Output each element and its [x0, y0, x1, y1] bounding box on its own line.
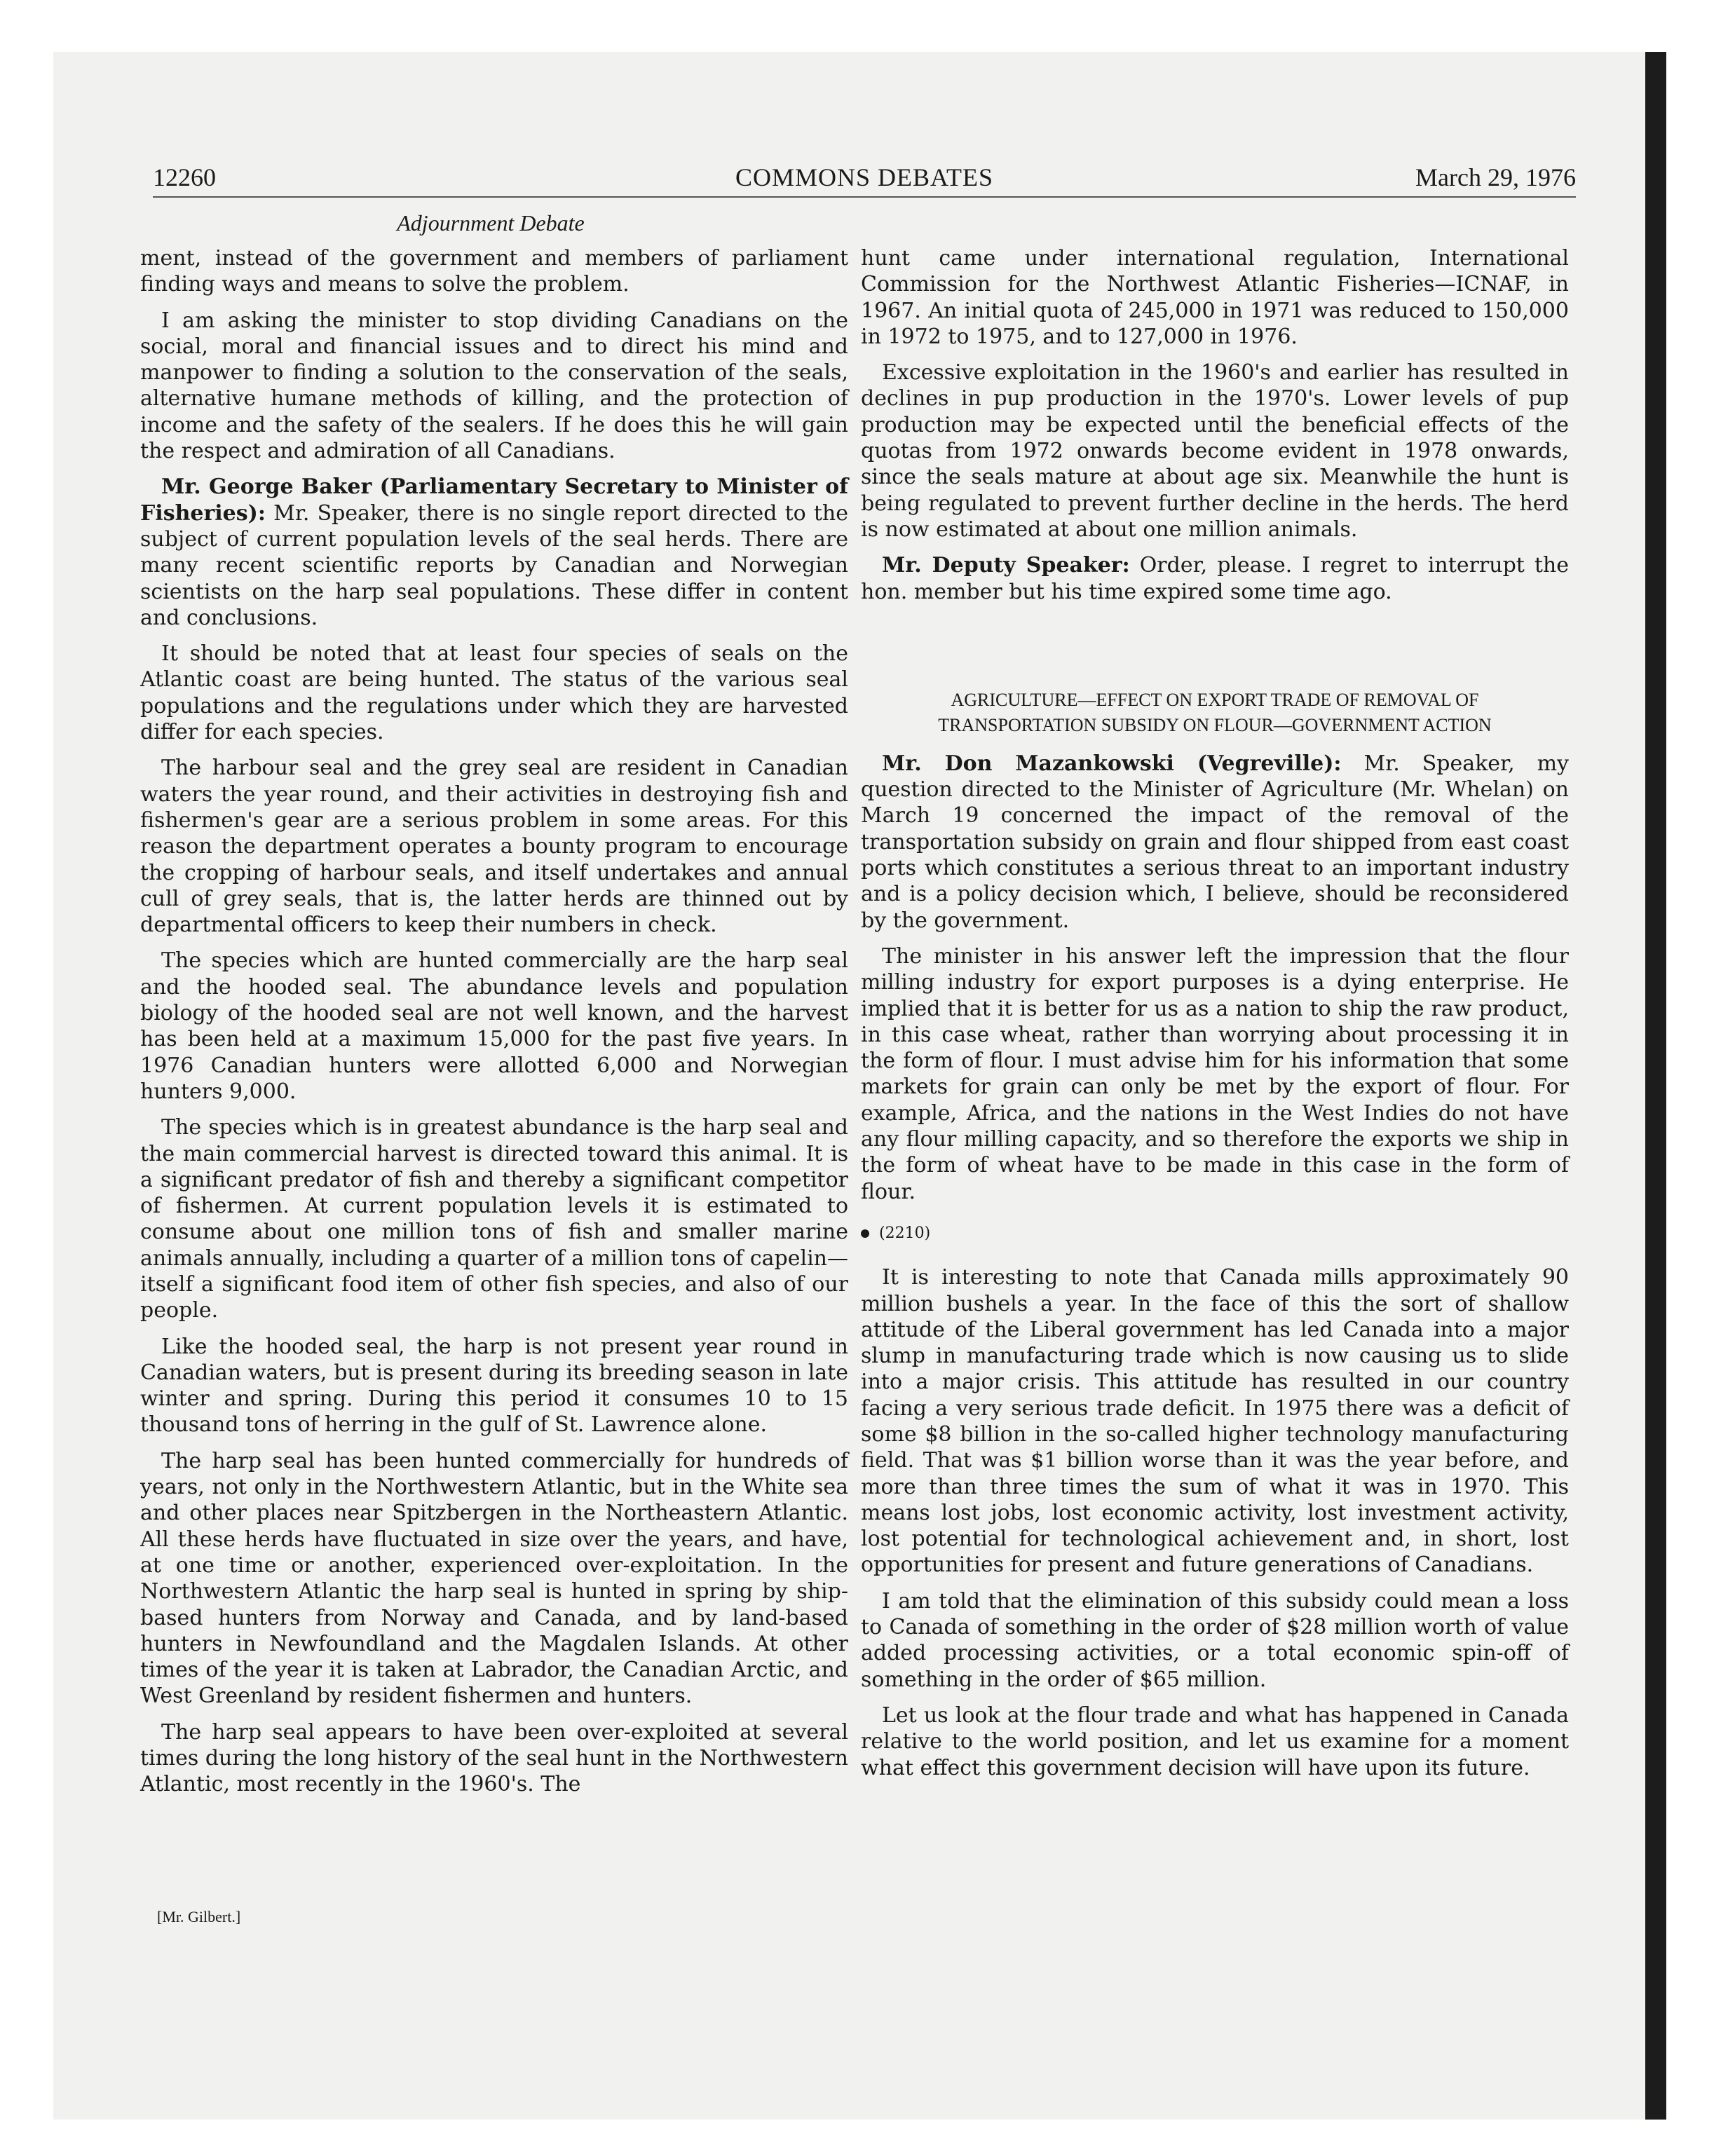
speech-paragraph	[861, 552, 1569, 605]
page-header	[153, 160, 1576, 198]
paragraph: Excessive exploitation in the 1960's and earlier has resulted in declines in pup production in the 1970's. Lower levels of pup production may be expected until the beneficial effects of the quotas from 1972 onwards become evident in 1978 onwards, since the seals mature at about age six. Meanwhile the hunt is being regulated to prevent further decline in the herds. The herd is now estimated at about one million animals.	[861, 360, 1569, 542]
paragraph: hunt came under international regulation, International Commission for the Northwest Atlantic Fisheries—ICNAF, in 1967. An initial quota of 245,000 in 1971 was reduced to 150,000 in 1972 to 1975, and to 127,000 in 1976.	[861, 246, 1569, 349]
paragraph: The harp seal has been hunted commercially for hundreds of years, not only in the Northwestern Atlantic, but in the White sea and other places near Spitzbergen in the Northeastern Atlantic. All these herds have fluctuated in size over the years, and have, at one time or another, experienced over-exploitation. In the Northwestern Atlantic the harp seal is hunted in spring by ship-based hunters from Norway and Canada, and by land-based hunters in Newfoundland and the Magdalen Islands. At other times of the year it is taken at Labrador, the Canadian Arctic, and West Greenland by resident fishermen and hunters.	[140, 1448, 848, 1709]
time-marker	[861, 1220, 1569, 1246]
paragraph: Let us look at the flour trade and what has happened in Canada relative to the world position, and let us examine for a moment what effect this government decision will have upon its future.	[861, 1703, 1569, 1780]
speech-text: Mr. Speaker, my question directed to the Minister of Agriculture (Mr. Whelan) on March 19 concerned the impact of the removal of the transportation subsidy on grain and flour shipped from east coast ports which constitutes a serious threat to an important industry and is a policy decision which, I believe, should be reconsidered by the government.	[861, 751, 1569, 933]
paragraph: The species which is in greatest abundance is the harp seal and the main commercial harvest is directed toward this animal. It is a significant predator of fish and thereby a significant competitor of fishermen. At current population levels it is estimated to consume about one million tons of fish and smaller marine animals annually, including a quarter of a million tons of capelin—itself a significant food item of other fish species, and also of our people.	[140, 1115, 848, 1323]
scan-edge	[1645, 52, 1666, 2120]
paragraph: The harbour seal and the grey seal are resident in Canadian waters the year round, and their activities in destroying fish and fishermen's gear are a serious problem in some areas. For this reason the department operates a bounty program to encourage the cropping of harbour seals, and itself undertakes and annual cull of grey seals, that is, the latter herds are thinned out by departmental officers to keep their numbers in check.	[140, 756, 848, 938]
paragraph: Like the hooded seal, the harp is not present year round in Canadian waters, but is present during its breeding season in late winter and spring. During this period it consumes 10 to 15 thousand tons of herring in the gulf of St. Lawrence alone.	[140, 1334, 848, 1438]
speaker-name: Mr. George Baker (Parliamentary Secretary to Minister of Fisheries):	[140, 475, 848, 526]
paragraph: ment, instead of the government and members of parliament finding ways and means to solve the problem.	[140, 246, 848, 297]
right-column	[861, 245, 1569, 1791]
bullet-icon	[861, 1229, 869, 1238]
speaker-footer: [Mr. Gilbert.]	[157, 1908, 241, 1925]
speaker-name: Mr. Don Mazankowski (Vegreville):	[882, 751, 1342, 776]
page-number: 12260	[153, 163, 216, 191]
paragraph: It should be noted that at least four species of seals on the Atlantic coast are being hunted. The status of the various seal populations and the regulations under which they are harvested differ for each species.	[140, 641, 848, 745]
speech-text: Mr. Speaker, there is no single report directed to the subject of current population levels of the seal herds. There are many recent scientific reports by Canadian and Norwegian scientists on the harp seal populations. These differ in content and conclusions.	[140, 500, 848, 630]
publication-title: COMMONS DEBATES	[735, 163, 994, 191]
paragraph: I am asking the minister to stop dividing Canadians on the social, moral and financial issues and to direct his mind and manpower to finding a solution to the conservation of the seals, alternative humane methods of killing, and the protection of income and the safety of the sealers. If he does this he will gain the respect and admiration of all Canadians.	[140, 308, 848, 464]
speaker-name: Mr. Deputy Speaker:	[882, 553, 1130, 578]
speech-paragraph	[140, 474, 848, 631]
speech-text: Order, please. I regret to interrupt the hon. member but his time expired some time ago.	[861, 553, 1569, 604]
paragraph: The minister in his answer left the impression that the flour milling industry for export purposes is a dying enterprise. He implied that it is better for us as a nation to ship the raw product, in this case wheat, rather than worrying about processing it in the form of flour. I must advise him for his information that some markets for grain can only be met by the export of flour. For example, Africa, and the nations in the West Indies do not have any flour milling capacity, and so therefore the exports we ship in the form of wheat have to be made in this case in the form of flour.	[861, 943, 1569, 1204]
left-column	[140, 245, 848, 1808]
page-date: March 29, 1976	[1415, 163, 1576, 191]
paragraph: I am told that the elimination of this subsidy could mean a loss to Canada of something in the order of $28 million worth of value added processing activities, or a total economic spin-off of something in the order of $65 million.	[861, 1588, 1569, 1692]
time-marker-text: (2210)	[879, 1224, 931, 1242]
section-title: AGRICULTURE—EFFECT ON EXPORT TRADE OF REMOVAL OF TRANSPORTATION SUBSIDY ON FLOUR—GOVERNMENT ACTION	[938, 689, 1492, 735]
paragraph: The harp seal appears to have been over-exploited at several times during the long history of the seal hunt in the Northwestern Atlantic, most recently in the 1960's. The	[140, 1719, 848, 1797]
paragraph: The species which are hunted commercially are the harp seal and the hooded seal. The abundance levels and population biology of the hooded seal are not well known, and the harvest has been held at a maximum 15,000 for the past five years. In 1976 Canadian hunters were allotted 6,000 and Norwegian hunters 9,000.	[140, 948, 848, 1104]
paragraph: It is interesting to note that Canada mills approximately 90 million bushels a year. In the face of this the sort of shallow attitude of the Liberal government has led Canada into a major slump in manufacturing trade which is now causing us to slide into a major crisis. This attitude has resulted in our country facing a very serious trade deficit. In 1975 there was a deficit of some $8 billion in the so-called higher technology manufacturing field. That was $1 billion worse than it was the year before, and more than three times the sum of what it was in 1970. This means lost jobs, lost economic activity, lost investment activity, lost potential for technological achievement and, in short, lost opportunities for present and future generations of Canadians.	[861, 1265, 1569, 1578]
speech-paragraph	[861, 751, 1569, 934]
section-subheading: Adjournment Debate	[397, 210, 585, 236]
